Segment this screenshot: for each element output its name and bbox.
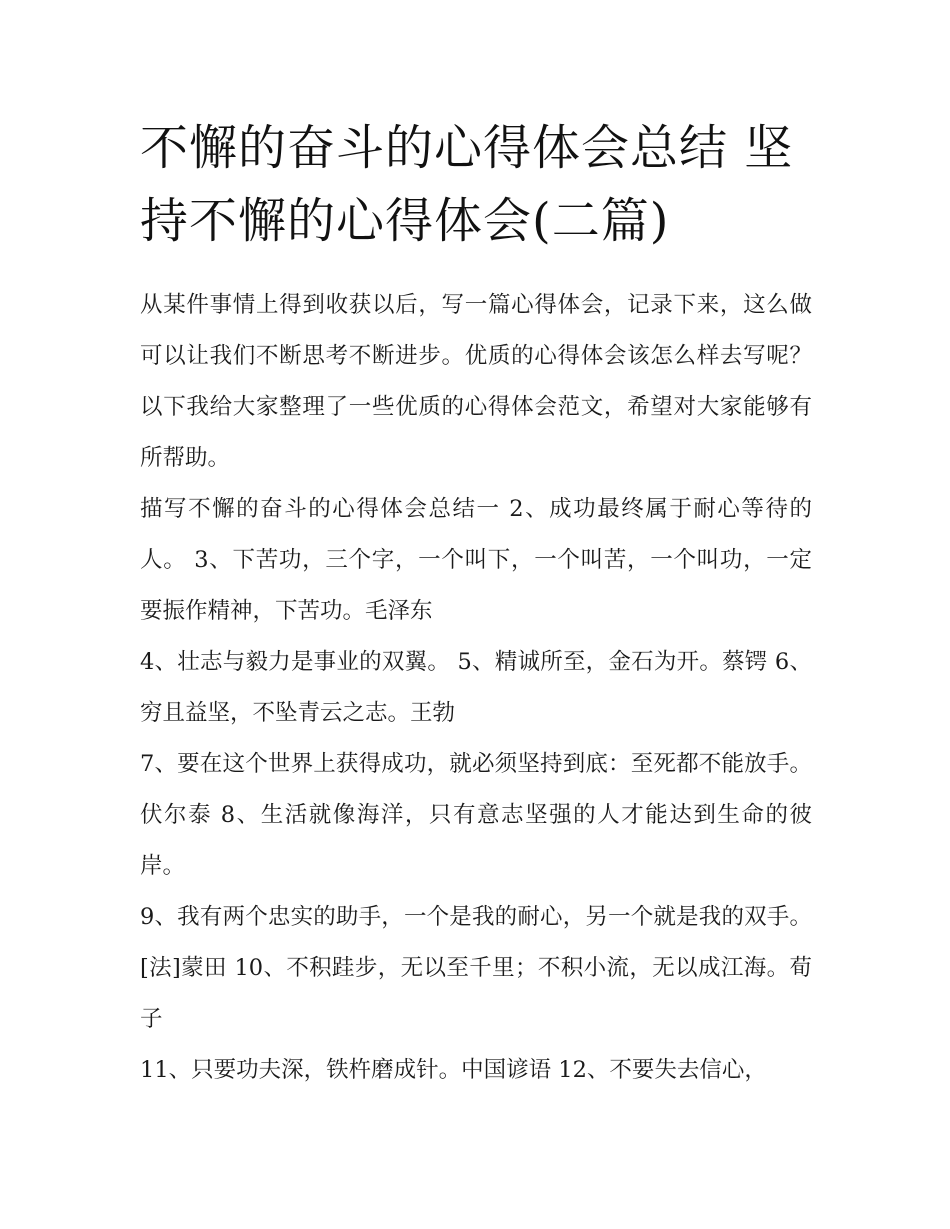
document-page bbox=[140, 112, 812, 1096]
title-line-2: 持不懈的心得体会(二篇) bbox=[140, 193, 670, 249]
document-title bbox=[140, 112, 812, 258]
paragraph: 描写不懈的奋斗的心得体会总结一 2、成功最终属于耐心等待的人。 3、下苦功，三个字，一个叫下，一个叫苦，一个叫功，一定要振作精神，下苦功。毛泽东 bbox=[140, 496, 812, 624]
document-body bbox=[140, 280, 812, 1096]
paragraph: 11、只要功夫深，铁杵磨成针。中国谚语 12、不要失去信心， bbox=[140, 1057, 767, 1083]
paragraph-intro: 从某件事情上得到收获以后，写一篇心得体会，记录下来，这么做可以让我们不断思考不断进步。优质的心得体会该怎么样去写呢？以下我给大家整理了一些优质的心得体会范文，希望对大家能够有所帮助。 bbox=[140, 292, 812, 471]
paragraph: 4、壮志与毅力是事业的双翼。 5、精诚所至，金石为开。蔡锷 6、穷且益坚，不坠青云之志。王勃 bbox=[140, 649, 812, 726]
paragraph: 9、我有两个忠实的助手，一个是我的耐心，另一个就是我的双手。[法]蒙田 10、不积跬步，无以至千里；不积小流，无以成江海。荀子 bbox=[140, 904, 812, 1032]
title-line-1: 不懈的奋斗的心得体会总结 坚 bbox=[140, 120, 794, 176]
paragraph: 7、要在这个世界上获得成功，就必须坚持到底：至死都不能放手。伏尔泰 8、生活就像海洋，只有意志坚强的人才能达到生命的彼岸。 bbox=[140, 751, 812, 879]
